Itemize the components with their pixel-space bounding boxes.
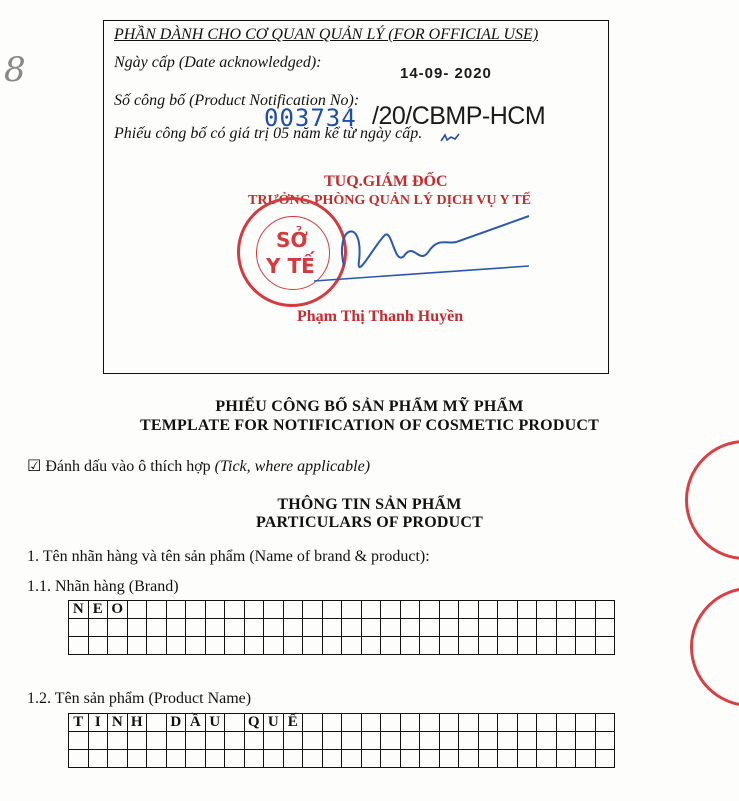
grid-cell [108,637,128,655]
grid-cell [517,732,537,750]
notification-number-suffix: /20/CBMP-HCM [372,102,546,130]
grid-cell [205,750,225,768]
grid-cell [478,619,498,637]
grid-cell: E [88,601,108,619]
grid-cell [537,619,557,637]
grid-row [69,732,615,750]
grid-cell [283,732,303,750]
grid-cell [166,732,186,750]
grid-cell [537,601,557,619]
grid-cell: Q [244,714,264,732]
grid-cell [127,637,147,655]
grid-cell [303,750,323,768]
grid-row [69,750,615,768]
grid-cell [420,750,440,768]
grid-cell [381,619,401,637]
grid-cell [381,750,401,768]
question-1-1: 1.1. Nhãn hàng (Brand) [27,578,179,595]
grid-cell [361,601,381,619]
grid-cell [361,714,381,732]
grid-cell [576,732,596,750]
grid-cell [420,601,440,619]
grid-cell: N [69,601,89,619]
validity-note: Phiếu công bố có giá trị 05 năm kể từ ngày cấp. [114,125,423,142]
grid-cell [205,637,225,655]
grid-cell [225,637,245,655]
grid-cell [517,619,537,637]
grid-cell [556,637,576,655]
section-title-en: PARTICULARS OF PRODUCT [256,514,483,531]
grid-cell [186,750,206,768]
grid-cell [556,619,576,637]
grid-cell [381,637,401,655]
grid-row [69,714,615,732]
grid-cell: T [69,714,89,732]
grid-cell [127,732,147,750]
grid-cell [400,601,420,619]
grid-cell [322,732,342,750]
grid-cell [264,601,284,619]
grid-cell [361,750,381,768]
question-1: 1. Tên nhãn hàng và tên sản phẩm (Name of brand & product): [27,548,430,565]
tick-label: Đánh dấu vào ô thích hợp [45,458,211,475]
grid-cell [342,714,362,732]
signer-title-1: TUQ.GIÁM ĐỐC [324,173,448,190]
grid-row [69,637,615,655]
grid-cell [88,750,108,768]
grid-cell [556,750,576,768]
grid-cell: U [264,714,284,732]
grid-cell [127,601,147,619]
grid-cell [322,750,342,768]
grid-cell: O [108,601,128,619]
grid-cell: Ầ [186,714,206,732]
grid-cell [303,619,323,637]
grid-cell [478,637,498,655]
grid-cell [244,601,264,619]
date-acknowledged-label: Ngày cấp (Date acknowledged): [114,54,322,71]
grid-cell [322,637,342,655]
grid-cell [225,601,245,619]
product-name-grid [68,713,615,768]
grid-cell [498,732,518,750]
grid-cell [69,637,89,655]
grid-cell [69,732,89,750]
grid-cell [498,714,518,732]
grid-cell [264,750,284,768]
grid-cell [166,750,186,768]
grid-cell [205,619,225,637]
grid-cell [264,637,284,655]
grid-cell [283,637,303,655]
grid-cell [595,750,615,768]
grid-cell [186,732,206,750]
grid-cell [361,619,381,637]
grid-cell: I [88,714,108,732]
grid-cell [127,750,147,768]
grid-cell [303,714,323,732]
grid-cell: H [127,714,147,732]
grid-cell [88,732,108,750]
grid-cell [595,732,615,750]
grid-cell [244,619,264,637]
grid-cell [478,732,498,750]
grid-cell [420,637,440,655]
grid-cell [381,732,401,750]
grid-cell [459,750,479,768]
grid-cell [439,601,459,619]
grid-cell [147,637,167,655]
form-title-vi: PHIẾU CÔNG BỐ SẢN PHẨM MỸ PHẨM [215,398,524,415]
grid-cell [225,714,245,732]
grid-cell [244,750,264,768]
grid-cell: N [108,714,128,732]
notification-number-stamp: 003734 [264,104,357,132]
grid-cell [147,601,167,619]
grid-cell [147,750,167,768]
grid-cell [108,732,128,750]
grid-cell [400,619,420,637]
grid-cell [459,732,479,750]
grid-cell [225,619,245,637]
grid-cell [420,619,440,637]
grid-cell [595,619,615,637]
grid-cell [400,732,420,750]
grid-cell [147,732,167,750]
grid-cell [88,637,108,655]
form-title-en: TEMPLATE FOR NOTIFICATION OF COSMETIC PRODUCT [140,417,599,434]
grid-cell [322,601,342,619]
grid-cell [517,637,537,655]
grid-cell [166,601,186,619]
grid-cell [264,732,284,750]
seal-text-2: Y TẾ [266,254,315,278]
grid-cell: D [166,714,186,732]
grid-cell [225,750,245,768]
grid-cell [556,714,576,732]
grid-row [69,601,615,619]
grid-cell [342,601,362,619]
grid-cell [595,714,615,732]
grid-cell [537,714,557,732]
grid-cell [537,750,557,768]
grid-cell [478,601,498,619]
grid-cell [303,732,323,750]
grid-cell: U [205,714,225,732]
grid-cell [439,750,459,768]
brand-grid [68,600,615,655]
grid-cell [439,637,459,655]
grid-cell [147,619,167,637]
date-acknowledged-stamp: 14-09- 2020 [400,65,492,82]
grid-cell [498,637,518,655]
grid-cell [303,637,323,655]
grid-cell [69,619,89,637]
grid-cell [264,619,284,637]
grid-cell [576,619,596,637]
notification-number-label: Số công bố (Product Notification No): [114,92,360,109]
grid-cell [322,714,342,732]
grid-cell [303,601,323,619]
grid-cell [595,637,615,655]
initial-mark-icon [439,131,461,145]
grid-cell [342,750,362,768]
grid-cell [478,750,498,768]
grid-cell [498,619,518,637]
grid-cell [205,601,225,619]
grid-cell [459,714,479,732]
grid-cell [205,732,225,750]
grid-cell [381,714,401,732]
grid-cell [439,619,459,637]
grid-cell [186,601,206,619]
grid-cell [556,601,576,619]
question-1-2: 1.2. Tên sản phẩm (Product Name) [27,690,252,707]
grid-cell [186,637,206,655]
official-use-header: PHẦN DÀNH CHO CƠ QUAN QUẢN LÝ (FOR OFFICIAL USE) [114,26,539,43]
grid-cell [439,714,459,732]
edge-seal-top [685,440,739,560]
grid-cell [342,732,362,750]
grid-cell [381,601,401,619]
grid-cell [517,714,537,732]
section-title-vi: THÔNG TIN SẢN PHẨM [277,496,462,513]
grid-cell: Ế [283,714,303,732]
grid-cell [517,601,537,619]
grid-cell [576,601,596,619]
grid-cell [361,637,381,655]
grid-cell [244,637,264,655]
grid-cell [244,732,264,750]
signer-name: Phạm Thị Thanh Huyền [297,308,464,325]
grid-cell [459,637,479,655]
grid-cell [108,750,128,768]
grid-cell [147,714,167,732]
grid-cell [576,637,596,655]
grid-cell [576,714,596,732]
grid-cell [69,750,89,768]
grid-row [69,619,615,637]
grid-cell [595,601,615,619]
grid-cell [225,732,245,750]
grid-cell [342,637,362,655]
grid-cell [361,732,381,750]
grid-cell [342,619,362,637]
grid-cell [537,732,557,750]
grid-cell [420,732,440,750]
grid-cell [88,619,108,637]
checkbox-checked-icon: ☑ [27,456,42,475]
grid-cell [400,637,420,655]
grid-cell [322,619,342,637]
edge-seal-bottom [690,587,739,707]
grid-cell [283,619,303,637]
tick-label-en: (Tick, where applicable) [214,458,371,475]
grid-cell [459,601,479,619]
seal-text-1: SỞ [276,228,308,252]
grid-cell [400,750,420,768]
grid-cell [478,714,498,732]
grid-cell [166,637,186,655]
grid-cell [127,619,147,637]
tick-instruction [27,456,370,476]
grid-cell [400,714,420,732]
grid-cell [576,750,596,768]
grid-cell [459,619,479,637]
grid-cell [439,732,459,750]
grid-cell [420,714,440,732]
grid-cell [517,750,537,768]
grid-cell [283,601,303,619]
grid-cell [498,750,518,768]
signature-icon [274,206,534,296]
grid-cell [537,637,557,655]
grid-cell [108,619,128,637]
grid-cell [556,732,576,750]
grid-cell [283,750,303,768]
margin-handwritten-mark: 8 [4,50,26,90]
official-use-box [103,20,609,374]
signer-title-2: TRƯỞNG PHÒNG QUẢN LÝ DỊCH VỤ Y TẾ [248,193,532,208]
grid-cell [498,601,518,619]
grid-cell [186,619,206,637]
grid-cell [166,619,186,637]
